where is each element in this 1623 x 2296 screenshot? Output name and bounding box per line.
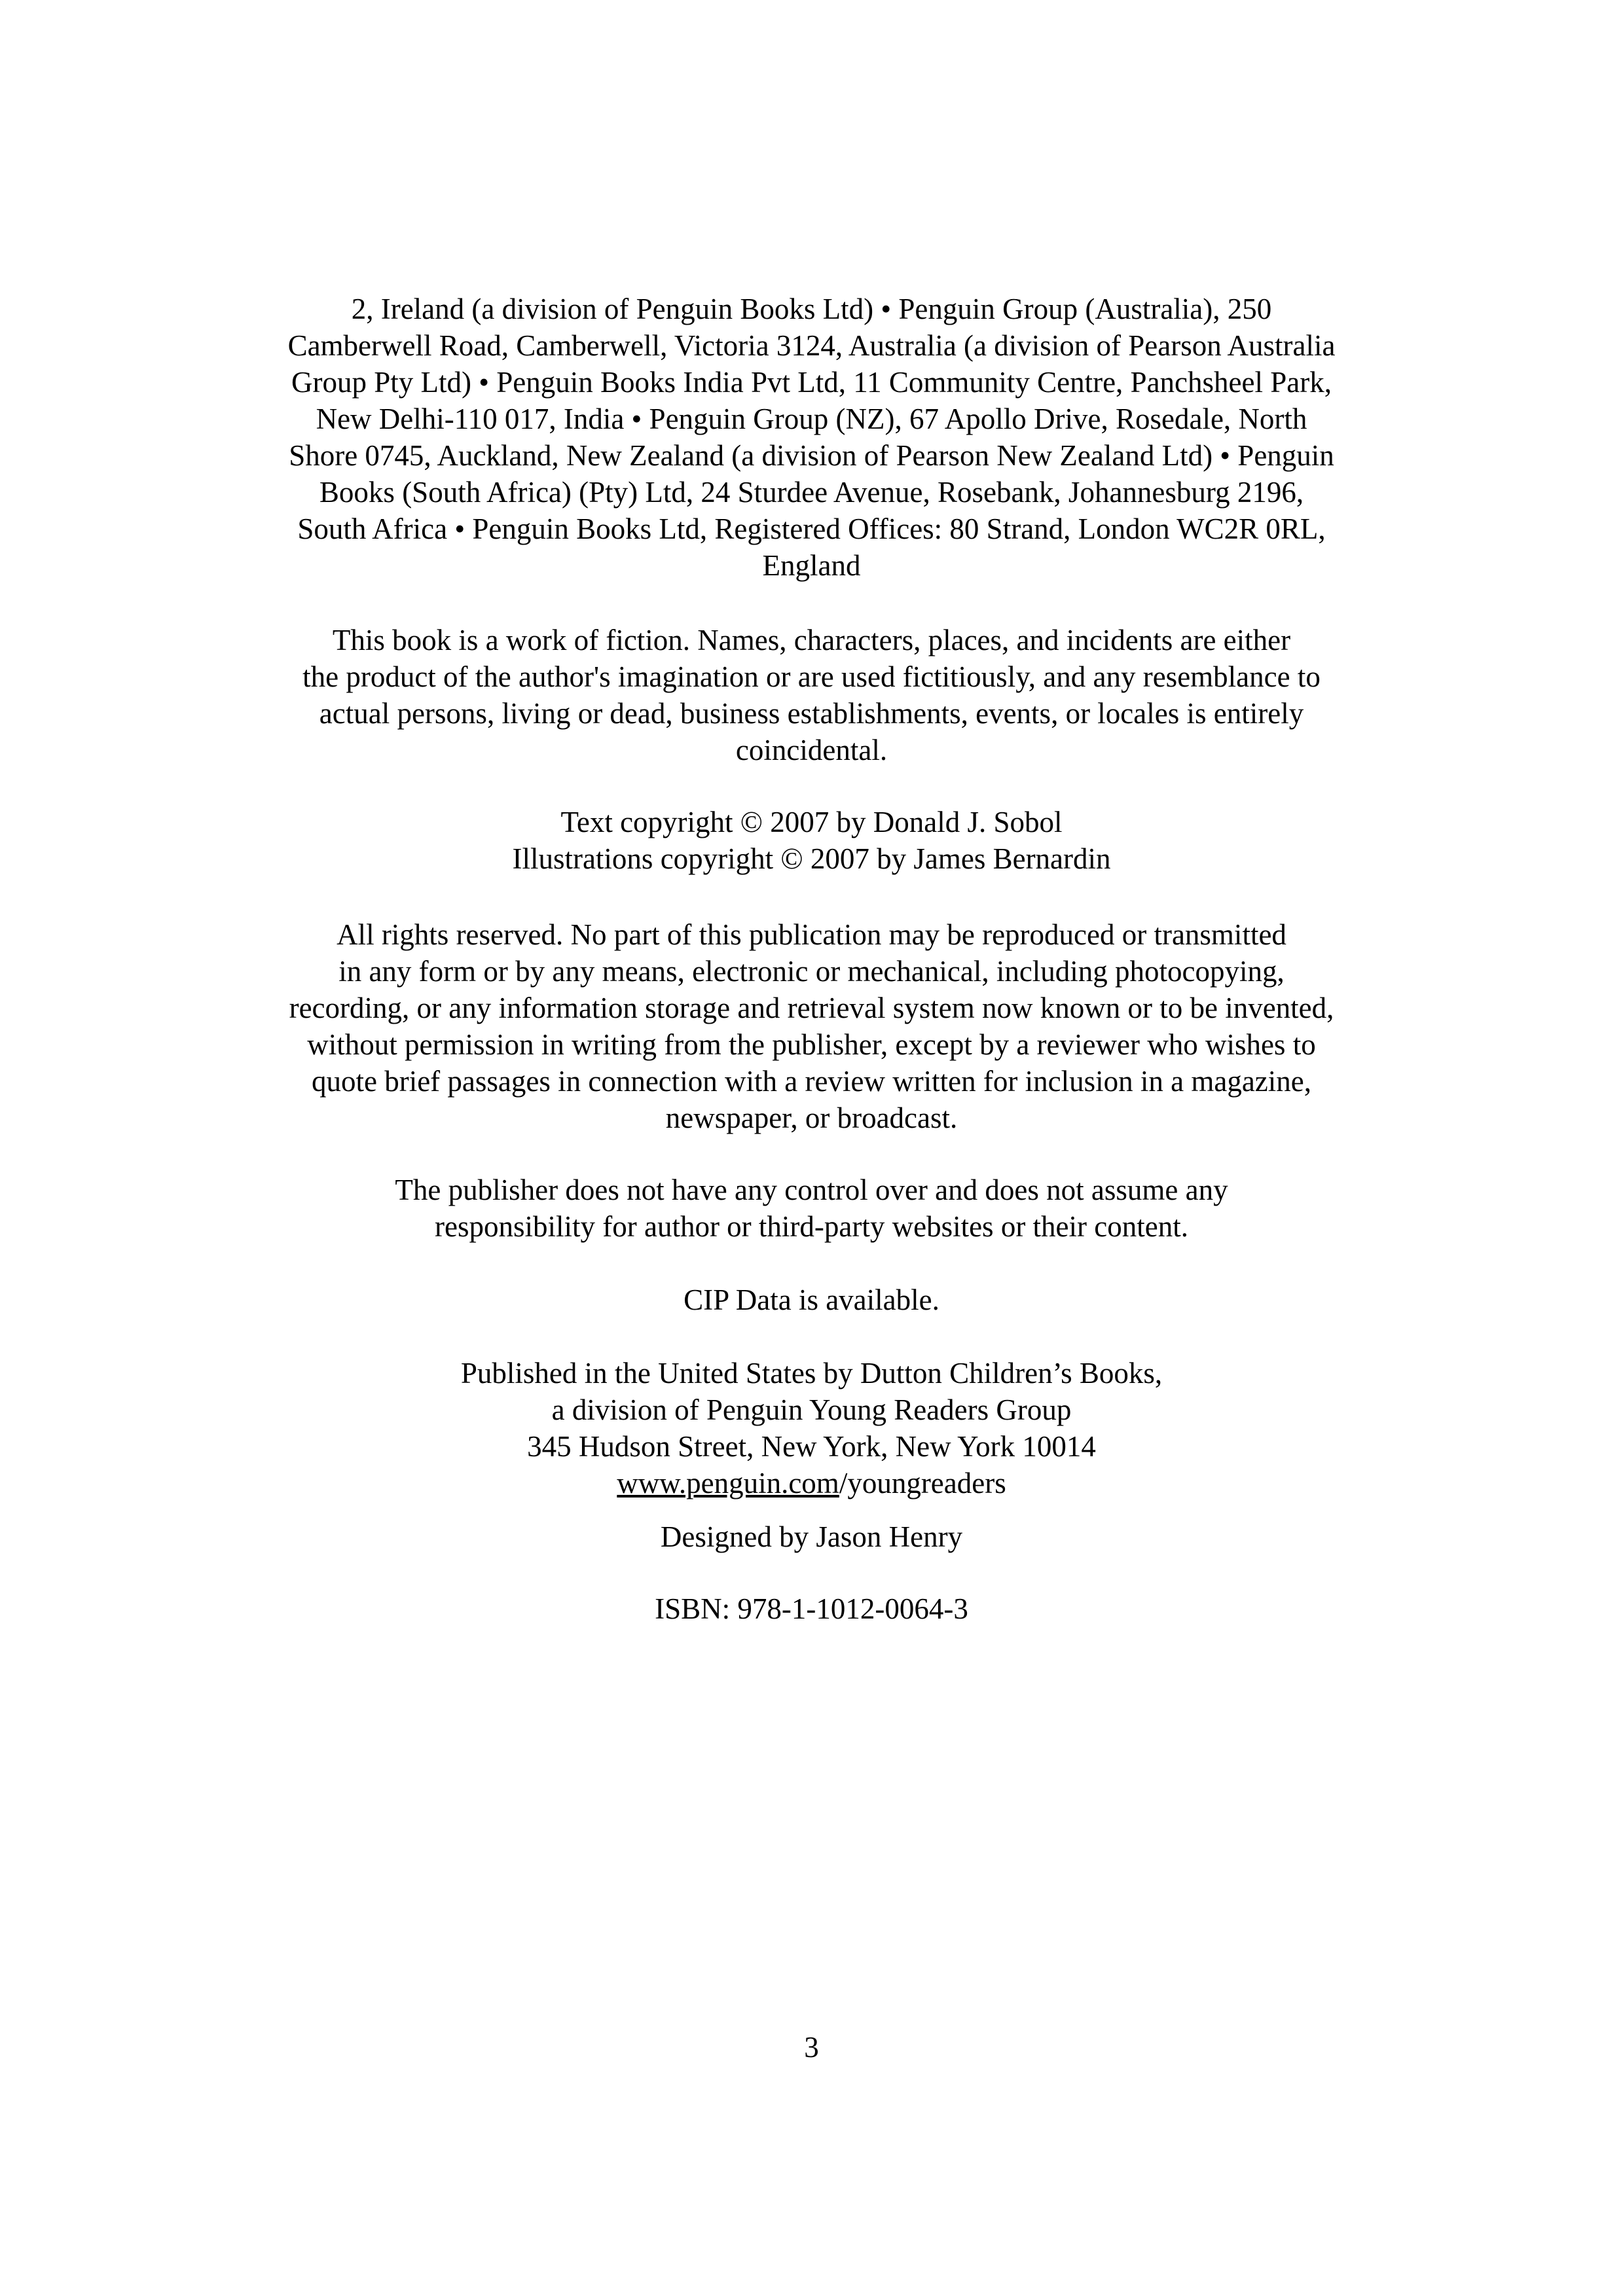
address-line: South Africa • Penguin Books Ltd, Registered Offices: 80 Strand, London WC2R 0RL, <box>297 512 1326 545</box>
isbn-text: ISBN: 978-1-1012-0064-3 <box>655 1592 968 1625</box>
illustrations-copyright: Illustrations copyright © 2007 by James Bernardin <box>512 842 1111 875</box>
publisher-addresses <box>0 291 1623 584</box>
address-line: Books (South Africa) (Pty) Ltd, 24 Sturdee Avenue, Rosebank, Johannesburg 2196, <box>319 476 1304 509</box>
rights-line: newspaper, or broadcast. <box>665 1102 958 1134</box>
publication-info <box>0 1355 1623 1501</box>
publisher-division: a division of Penguin Young Readers Group <box>551 1393 1072 1426</box>
cip-text: CIP Data is available. <box>684 1283 939 1316</box>
rights-line: quote brief passages in connection with a review written for inclusion in a magazine, <box>311 1065 1311 1098</box>
page-number-text: 3 <box>804 2031 819 2064</box>
address-line: New Delhi-110 017, India • Penguin Group (NZ), 67 Apollo Drive, Rosedale, North <box>316 403 1307 435</box>
fiction-notice-line: This book is a work of fiction. Names, characters, places, and incidents are either <box>332 624 1291 656</box>
publisher-disclaimer <box>0 1172 1623 1245</box>
website-path: /youngreaders <box>839 1467 1006 1499</box>
address-line: Shore 0745, Auckland, New Zealand (a division of Pearson New Zealand Ltd) • Penguin <box>289 439 1334 472</box>
publisher-address: 345 Hudson Street, New York, New York 10014 <box>527 1430 1096 1463</box>
fiction-notice-line: actual persons, living or dead, business establishments, events, or locales is entirely <box>319 697 1304 730</box>
isbn <box>0 1590 1623 1627</box>
rights-line: in any form or by any means, electronic or mechanical, including photocopying, <box>338 955 1285 988</box>
disclaimer-line: The publisher does not have any control over and does not assume any <box>395 1174 1228 1206</box>
address-line: Camberwell Road, Camberwell, Victoria 3124, Australia (a division of Pearson Australia <box>287 329 1336 362</box>
address-line: 2, Ireland (a division of Penguin Books Ltd) • Penguin Group (Australia), 250 <box>351 293 1272 325</box>
text-copyright: Text copyright © 2007 by Donald J. Sobol <box>560 806 1063 838</box>
rights-line: All rights reserved. No part of this publication may be reproduced or transmitted <box>337 918 1286 951</box>
fiction-notice-line: coincidental. <box>735 734 888 766</box>
designer-text: Designed by Jason Henry <box>660 1520 963 1553</box>
page-number <box>0 2029 1623 2066</box>
disclaimer-line: responsibility for author or third-party websites or their content. <box>435 1210 1188 1243</box>
address-line: Group Pty Ltd) • Penguin Books India Pvt Ltd, 11 Community Centre, Panchsheel Park, <box>291 366 1332 399</box>
fiction-notice-line: the product of the author's imagination or are used fictitiously, and any resemblance to <box>302 660 1321 693</box>
copyright-notices <box>0 804 1623 877</box>
designer-credit <box>0 1518 1623 1555</box>
website-link[interactable]: www.penguin.com <box>617 1467 839 1499</box>
fiction-notice <box>0 622 1623 768</box>
cip-notice <box>0 1282 1623 1318</box>
rights-line: without permission in writing from the publisher, except by a reviewer who wishes to <box>307 1028 1316 1061</box>
published-by: Published in the United States by Dutton Children’s Books, <box>460 1357 1163 1390</box>
rights-reserved <box>0 916 1623 1136</box>
address-line: England <box>762 549 861 582</box>
rights-line: recording, or any information storage and retrieval system now known or to be invented, <box>289 992 1334 1024</box>
publisher-website <box>0 1465 1623 1501</box>
